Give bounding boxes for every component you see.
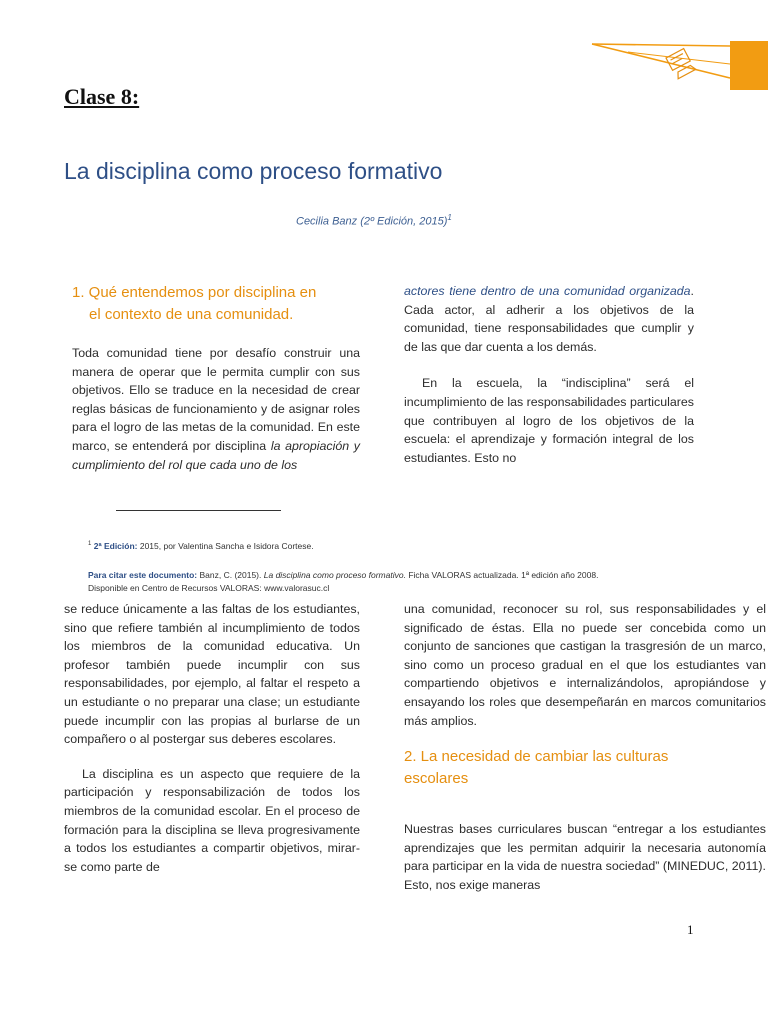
lower-left-paragraph-2: La disciplina es un aspecto que requiere de la participación y responsabilización de todos los miembros de la comunidad escolar. En el proceso de formación para la disciplina se lleva progresivamente a todos los estudiantes a compartir objetivos, mirar-se como parte de [64, 766, 360, 874]
citation-source: Disponible en Centro de Recursos VALORAS: www.valorasuc.cl [88, 583, 330, 593]
author-line [296, 213, 452, 228]
footnote-divider [116, 510, 281, 511]
paragraph-2: En la escuela, la “indisciplina” será el incumplimiento de las responsabilidades particulares que contribuyen al logro de los objetivos de la escuela: el aprendizaje y formación integral de los estudiantes. Esto no [404, 376, 694, 465]
section-2-heading-line1: 2. La necesidad de cambiar las culturas [404, 748, 669, 766]
section-1-heading-line1: 1. Qué entendemos por disciplina en [72, 284, 317, 301]
lower-right-column [404, 600, 766, 895]
paragraph-1-emphasis: la apropiación y cumplimiento del rol que cada uno de los [72, 438, 360, 472]
footnote-1-number: 1 [88, 541, 92, 547]
paragraph-1-continued-emphasis: actores tiene dentro de una comunidad organizada [404, 284, 691, 298]
section-1-heading-line2: el contexto de una comunidad. [89, 306, 294, 323]
author-footnote-marker: 1 [447, 213, 452, 222]
footnote-1-label: 2ª Edición: [93, 540, 138, 551]
author-name: Cecilia Banz (2º Edición, 2015) [296, 215, 448, 228]
paragraph-1-text: Toda comunidad tiene por desafío construir una manera de operar que le permita cumplir con sus objetivos. Ello se traduce en la necesidad de crear reglas básicas de funcionamiento y de asignar roles para el logro de las metas de la comunidad. En este marco, se entenderá por disciplina [72, 346, 360, 453]
section-1-heading [72, 282, 372, 326]
lower-left-paragraph-1: se reduce únicamente a las faltas de los estudiantes, sino que refiere también al incumplimiento de todos los miembros de la comunidad educativa. Un profesor también puede incumplir con sus responsabilidades, por ejemplo, al faltar el respeto a un estudiante o no preparar una clase; un estudiante puede incumplir con las propias al burlarse de un compañero o al postergar sus deberes escolares. [64, 602, 360, 747]
section-2-heading-line2: escolares [404, 770, 469, 788]
document-title: La disciplina como proceso formativo [64, 158, 443, 184]
footnote-1 [88, 538, 688, 553]
citation-text-1: Banz, C. (2015). [197, 570, 264, 580]
orange-accent-block [730, 41, 768, 90]
lower-right-paragraph-1: una comunidad, reconocer su rol, sus responsabilidades y el significado de éstas. Ella no puede ser concebida como un conjunto de sanciones que castigan la trasgresión de un marco, sino como un proceso gradual en el que los estudiantes van compartiendo objetivos e internalizándolos, apropiándose y ensayando los roles que desempeñarán en marcos comunitarios más amplios. [404, 602, 766, 728]
lesson-number-title: Clase 8: [64, 84, 140, 109]
paragraph-1-start [72, 344, 360, 474]
page-number: 1 [687, 922, 694, 937]
citation-note [88, 569, 728, 595]
citation-title: La disciplina como proceso formativo. [263, 570, 406, 580]
lower-right-paragraph-2: Nuestras bases curriculares buscan “entregar a los estudiantes aprendizajes que les permitan adquirir la necesaria autonomía para participar en la vida de nuestra sociedad” (MINEDUC, 2011). Esto, nos exige maneras [404, 822, 766, 892]
paragraph-1-continued [404, 282, 694, 356]
upper-left-column [72, 344, 360, 474]
footnote-1-text: 2015, por Valentina Sancha e Isidora Cortese. [137, 540, 314, 551]
upper-right-column [404, 282, 694, 467]
lower-left-column [64, 600, 360, 876]
paragraph-1-continued-text: . Cada actor, al adherir a los objetivos de la comunidad, tiene responsabilidades que cumplir y de las que dar cuenta a los demás. [404, 284, 694, 354]
citation-label: Para citar este documento: [88, 570, 198, 580]
section-2-heading [404, 746, 766, 790]
citation-text-2: Ficha VALORAS actualizada. 1ª edición año 2008. [405, 570, 599, 580]
